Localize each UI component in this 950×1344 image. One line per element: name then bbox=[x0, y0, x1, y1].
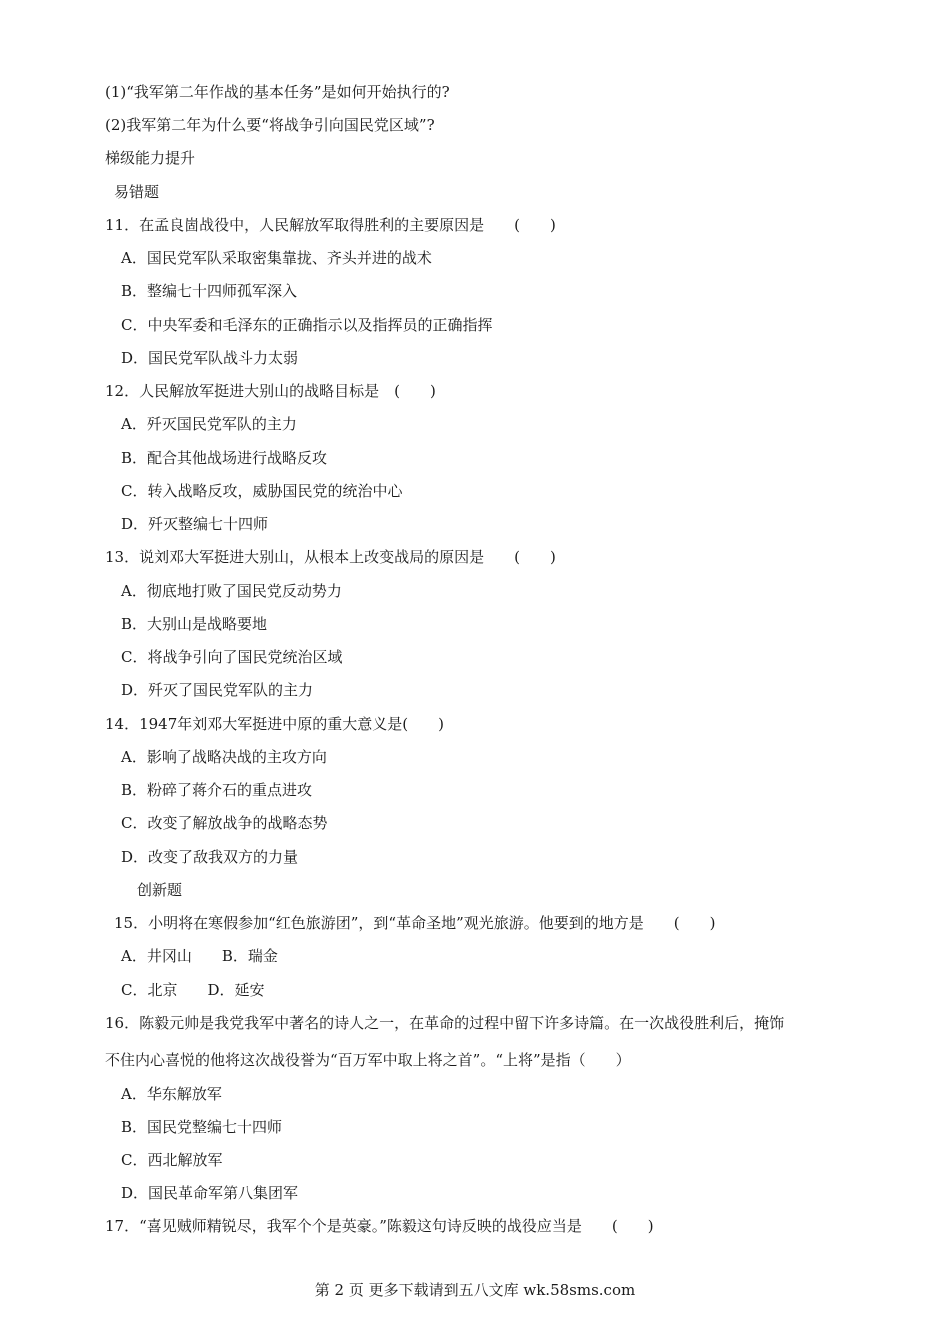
question-11: 11．在孟良崮战役中，人民解放军取得胜利的主要原因是 ( ) bbox=[105, 216, 556, 234]
question-14: 14．1947年刘邓大军挺进中原的重大意义是( ) bbox=[105, 715, 444, 733]
q11-option-a: A．国民党军队采取密集靠拢、齐头并进的战术 bbox=[121, 249, 432, 267]
q13-option-a: A．彻底地打败了国民党反动势力 bbox=[121, 582, 342, 600]
q12-option-b: B．配合其他战场进行战略反攻 bbox=[121, 449, 328, 467]
q14-option-d: D．改变了敌我双方的力量 bbox=[121, 848, 299, 866]
q12-option-d: D．歼灭整编七十四师 bbox=[121, 515, 269, 533]
text-line-2: (2)我军第二年为什么要“将战争引向国民党区域”? bbox=[105, 116, 435, 134]
question-16: 16．陈毅元帅是我党我军中著名的诗人之一，在革命的过程中留下许多诗篇。在一次战役胜利后，掩饰 bbox=[105, 1014, 785, 1032]
question-16-cont: 不住内心喜悦的他将这次战役誉为“百万军中取上将之首”。“上将”是指（ ） bbox=[105, 1051, 631, 1069]
q11-option-d: D．国民党军队战斗力太弱 bbox=[121, 349, 299, 367]
q13-option-b: B．大别山是战略要地 bbox=[121, 615, 268, 633]
q15-options-ab: A．井冈山 B．瑞金 bbox=[121, 947, 278, 965]
question-15: 15．小明将在寒假参加“红色旅游团”，到“革命圣地”观光旅游。他要到的地方是 ( ) bbox=[114, 914, 716, 932]
q12-option-a: A．歼灭国民党军队的主力 bbox=[121, 415, 297, 433]
section-heading: 梯级能力提升 bbox=[105, 149, 196, 167]
subsection-heading: 易错题 bbox=[114, 183, 160, 201]
q16-option-a: A．华东解放军 bbox=[121, 1085, 222, 1103]
q11-option-c: C．中央军委和毛泽东的正确指示以及指挥员的正确指挥 bbox=[121, 316, 493, 334]
q14-option-b: B．粉碎了蒋介石的重点进攻 bbox=[121, 781, 313, 799]
text-line-1: (1)“我军第二年作战的基本任务”是如何开始执行的? bbox=[105, 83, 450, 101]
subsection-heading-innovation: 创新题 bbox=[137, 881, 183, 899]
q11-option-b: B．整编七十四师孤军深入 bbox=[121, 282, 298, 300]
q14-option-a: A．影响了战略决战的主攻方向 bbox=[121, 748, 327, 766]
q15-options-cd: C．北京 D．延安 bbox=[121, 981, 265, 999]
q16-option-d: D．国民革命军第八集团军 bbox=[121, 1184, 299, 1202]
q16-option-c: C．西北解放军 bbox=[121, 1151, 223, 1169]
question-12: 12．人民解放军挺进大别山的战略目标是 ( ) bbox=[105, 382, 436, 400]
q12-option-c: C．转入战略反攻，威胁国民党的统治中心 bbox=[121, 482, 403, 500]
question-17: 17．“喜见贼师精锐尽，我军个个是英豪。”陈毅这句诗反映的战役应当是 ( ) bbox=[105, 1217, 654, 1235]
page-footer: 第 2 页 更多下载请到五八文库 wk.58sms.com bbox=[314, 1281, 636, 1299]
q13-option-d: D．歼灭了国民党军队的主力 bbox=[121, 681, 314, 699]
q16-option-b: B．国民党整编七十四师 bbox=[121, 1118, 283, 1136]
q13-option-c: C．将战争引向了国民党统治区域 bbox=[121, 648, 343, 666]
q14-option-c: C．改变了解放战争的战略态势 bbox=[121, 814, 328, 832]
question-13: 13．说刘邓大军挺进大别山，从根本上改变战局的原因是 ( ) bbox=[105, 548, 556, 566]
